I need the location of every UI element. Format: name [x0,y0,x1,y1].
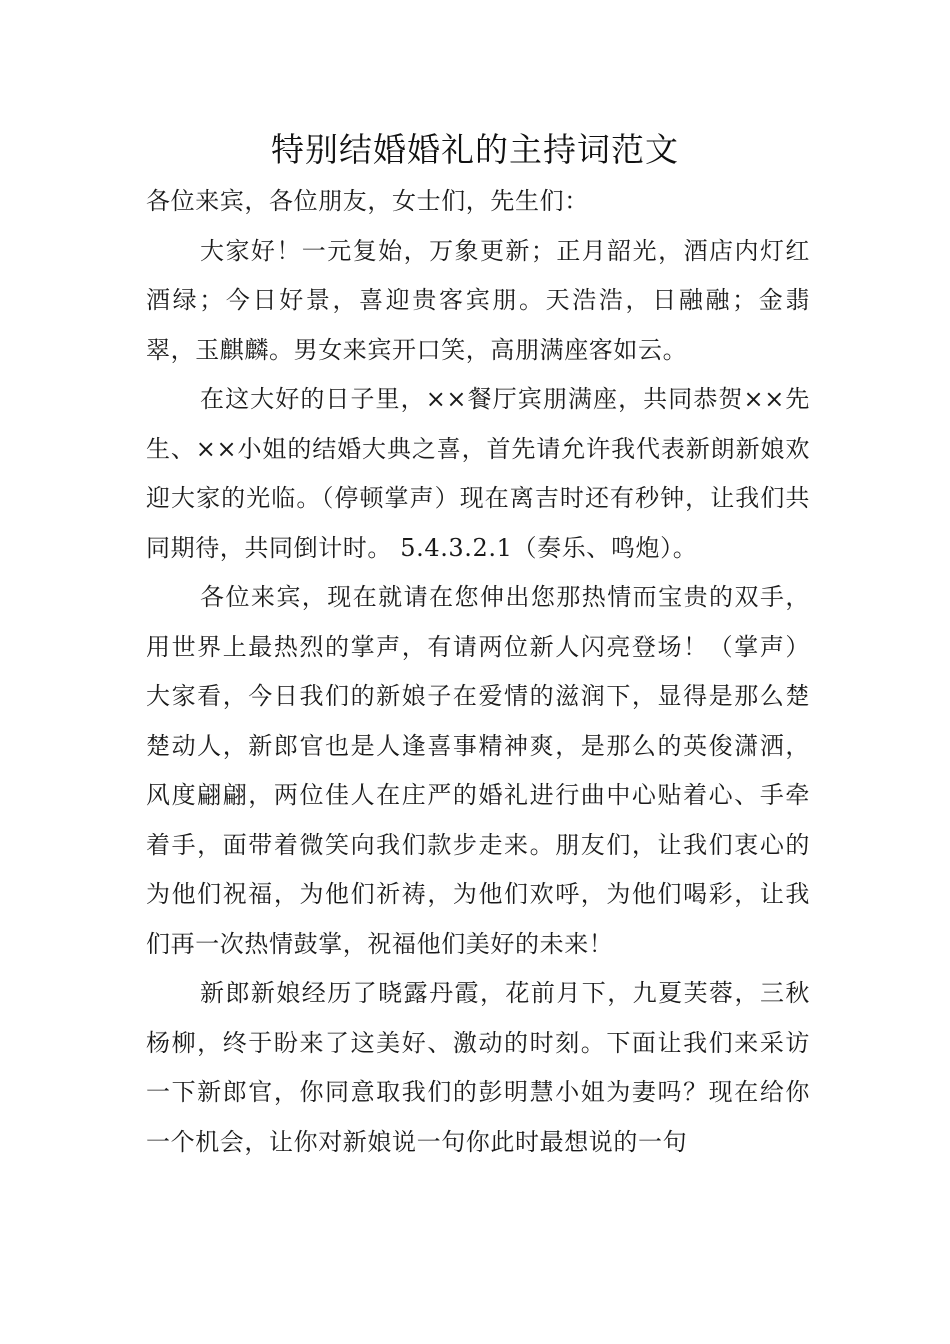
paragraph-entrance: 各位来宾，现在就请在您伸出您那热情而宝贵的双手，用世界上最热烈的掌声，有请两位新人闪亮登场！（掌声）大家看，今日我们的新娘子在爱情的滋润下，显得是那么楚楚动人，新郎官也是人逢喜事精神爽，是那么的英俊潇洒，风度翩翩，两位佳人在庄严的婚礼进行曲中心贴着心、手牵着手，面带着微笑向我们款步走来。朋友们，让我们衷心的为他们祝福，为他们祈祷，为他们欢呼，为他们喝彩，让我们再一次热情鼓掌，祝福他们美好的未来！ [146,583,810,958]
paragraph-opening: 大家好！一元复始，万象更新；正月韶光，酒店内灯红酒绿；今日好景，喜迎贵客宾朋。天浩浩，日融融；金翡翠，玉麒麟。男女来宾开口笑，高朋满座客如云。 [146,236,810,364]
document-body [146,177,810,1167]
paragraph-welcome: 在这大好的日子里，××餐厅宾朋满座，共同恭贺××先生、××小姐的结婚大典之喜，首先请允许我代表新朗新娘欢迎大家的光临。（停顿掌声）现在离吉时还有秒钟，让我们共同期待，共同倒计时。 5.4.3.2.1（奏乐、鸣炮）。 [146,385,810,562]
paragraph-interview: 新郎新娘经历了晓露丹霞，花前月下，九夏芙蓉，三秋杨柳，终于盼来了这美好、激动的时刻。下面让我们来采访一下新郎官，你同意取我们的彭明慧小姐为妻吗？现在给你一个机会，让你对新娘说一句你此时最想说的一句 [146,979,810,1156]
document-title: 特别结婚婚礼的主持词范文 [271,130,679,169]
greeting-line: 各位来宾，各位朋友，女士们，先生们： [146,187,589,215]
